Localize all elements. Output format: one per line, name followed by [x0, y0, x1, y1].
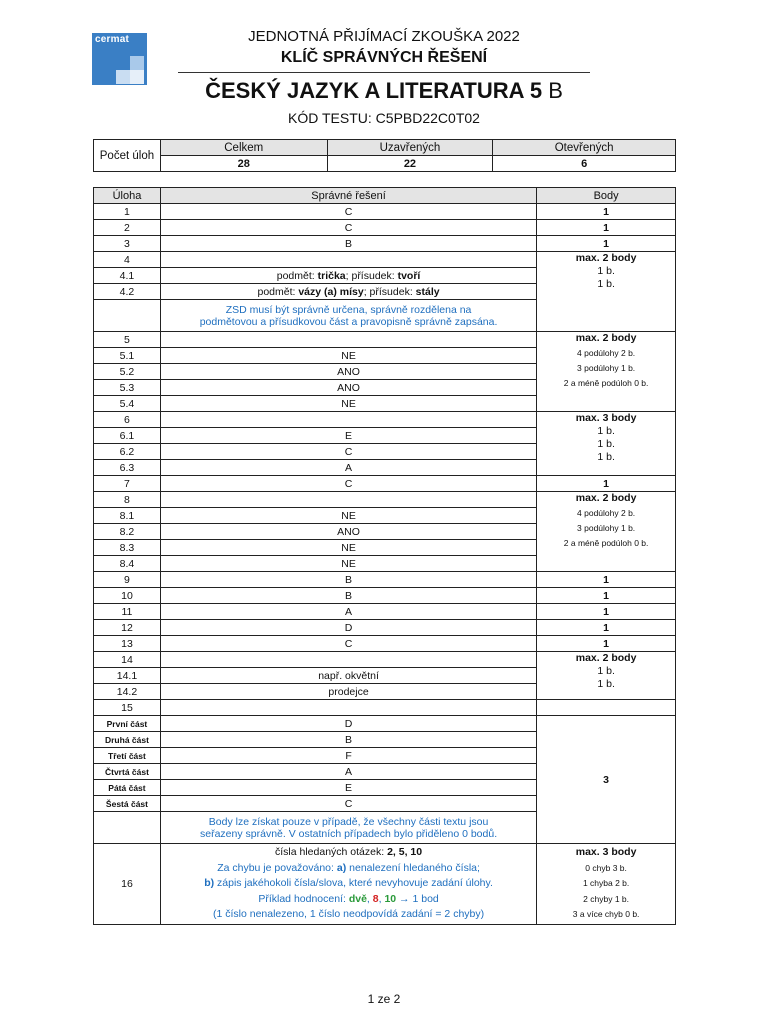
- points-sub: 1 b.: [597, 678, 615, 690]
- table-row: [94, 412, 676, 428]
- answer: A: [160, 764, 536, 780]
- answer: [160, 652, 536, 668]
- col-closed: Uzavřených: [327, 140, 493, 156]
- task-number: 7: [94, 476, 161, 492]
- points-sub: 1 b.: [597, 278, 615, 290]
- answer-key-table: [93, 187, 676, 925]
- points: 1: [537, 204, 676, 220]
- points-rule: 2 a méně podúloh 0 b.: [563, 378, 649, 388]
- answer: D: [160, 620, 536, 636]
- table-row: [94, 572, 676, 588]
- scoring-note: Body lze získat pouze v případě, že všechny části textu jsou seřazeny správně. V ostatních případech bylo přiděleno 0 bodů.: [160, 812, 536, 844]
- answer: čísla hledaných otázek: 2, 5, 10 Za chybu je považováno: a) nenalezení hledaného čísla; b) zápis jakéhokoli čísla/slova, které nevyhovuje zadání úlohy. Příklad hodnocení: dvě, 8, 10 → 1 bod (1 číslo nenalezeno, 1 číslo neodpovídá zadání = 2 chyby): [160, 844, 536, 925]
- answer: [160, 700, 536, 716]
- table-row: [94, 332, 676, 348]
- task-number: 6.3: [94, 460, 161, 476]
- answer: podmět: vázy (a) mísy; přísudek: stály: [160, 284, 536, 300]
- task-number: 6.2: [94, 444, 161, 460]
- answer: [160, 332, 536, 348]
- task-count-table: [93, 139, 676, 172]
- points-rule: 3 podúlohy 1 b.: [577, 523, 636, 533]
- answer: např. okvětní: [160, 668, 536, 684]
- task-number: 5.1: [94, 348, 161, 364]
- points-block: [537, 412, 676, 476]
- answer: C: [160, 636, 536, 652]
- table-row: [94, 652, 676, 668]
- answer: NE: [160, 540, 536, 556]
- points: 1: [537, 572, 676, 588]
- points-max: max. 2 body: [575, 492, 637, 504]
- task-number: 14.2: [94, 684, 161, 700]
- points-rule: 3 podúlohy 1 b.: [577, 363, 636, 373]
- task-number: 5.2: [94, 364, 161, 380]
- answer: B: [160, 236, 536, 252]
- points: 1: [537, 236, 676, 252]
- points: 1: [537, 604, 676, 620]
- exam-name: JEDNOTNÁ PŘIJÍMACÍ ZKOUŠKA 2022: [248, 28, 520, 45]
- col-total: Celkem: [160, 140, 327, 156]
- logo-text: cermat: [95, 34, 129, 45]
- answer-key-title: KLÍČ SPRÁVNÝCH ŘEŠENÍ: [280, 49, 488, 66]
- task-number: 8: [94, 492, 161, 508]
- answer: C: [160, 204, 536, 220]
- points-max: max. 2 body: [575, 652, 637, 664]
- task-number: 5: [94, 332, 161, 348]
- task-number: 2: [94, 220, 161, 236]
- answer: podmět: trička; přísudek: tvoří: [160, 268, 536, 284]
- task-number: [94, 812, 161, 844]
- table-row: [94, 220, 676, 236]
- answer: ANO: [160, 364, 536, 380]
- answer: A: [160, 604, 536, 620]
- header-task: Úloha: [94, 188, 161, 204]
- task-number: 8.2: [94, 524, 161, 540]
- task-number: 3: [94, 236, 161, 252]
- scoring-note: ZSD musí být správně určena, správně rozdělena na podmětovou a přísudkovou část a pravopisně správně zapsána.: [160, 300, 536, 332]
- points-sub: 1 b.: [597, 425, 615, 437]
- points-rule: 4 podúlohy 2 b.: [577, 348, 636, 358]
- task-count-label: Počet úloh: [94, 140, 161, 172]
- task-number: 11: [94, 604, 161, 620]
- variant-letter: B: [548, 78, 563, 103]
- answer: [160, 492, 536, 508]
- task-part: Pátá část: [94, 780, 161, 796]
- points-max: max. 2 body: [575, 252, 637, 264]
- answer: ANO: [160, 380, 536, 396]
- answer: F: [160, 748, 536, 764]
- page-number: 1 ze 2: [367, 992, 401, 1006]
- answer: prodejce: [160, 684, 536, 700]
- task-number: 15: [94, 700, 161, 716]
- answer: E: [160, 780, 536, 796]
- task-number: 12: [94, 620, 161, 636]
- table-row: [94, 716, 676, 732]
- points-sub: 1 b.: [597, 438, 615, 450]
- header-answer: Správné řešení: [160, 188, 536, 204]
- header-points: Body: [537, 188, 676, 204]
- answer: NE: [160, 508, 536, 524]
- task-number: 5.4: [94, 396, 161, 412]
- answer: ANO: [160, 524, 536, 540]
- points-max: max. 2 body: [575, 332, 637, 344]
- points: 1: [537, 636, 676, 652]
- answer: [160, 252, 536, 268]
- open-value: 6: [493, 156, 676, 172]
- table-row: [94, 844, 676, 925]
- table-row: [94, 636, 676, 652]
- answer: D: [160, 716, 536, 732]
- task-number: 8.1: [94, 508, 161, 524]
- points-block: [537, 492, 676, 572]
- task-number: 1: [94, 204, 161, 220]
- table-row: [94, 588, 676, 604]
- points: 1: [537, 476, 676, 492]
- subject-title: ČESKÝ JAZYK A LITERATURA 5 B: [205, 78, 563, 103]
- points-block: [537, 332, 676, 412]
- answer: B: [160, 588, 536, 604]
- points: 1: [537, 220, 676, 236]
- answer: B: [160, 732, 536, 748]
- table-row: [94, 604, 676, 620]
- task-number: 8.4: [94, 556, 161, 572]
- task-number: 6: [94, 412, 161, 428]
- task-number: 6.1: [94, 428, 161, 444]
- task-number: [94, 300, 161, 332]
- task-number: 4.2: [94, 284, 161, 300]
- points-block: [537, 252, 676, 332]
- answer: C: [160, 476, 536, 492]
- task-number: 16: [94, 844, 161, 925]
- total-value: 28: [160, 156, 327, 172]
- task-number: 9: [94, 572, 161, 588]
- table-row: [94, 700, 676, 716]
- answer: E: [160, 428, 536, 444]
- test-code: KÓD TESTU: C5PBD22C0T02: [288, 110, 480, 126]
- table-row: [94, 476, 676, 492]
- points: 1: [537, 588, 676, 604]
- points: [537, 700, 676, 716]
- table-row: [94, 620, 676, 636]
- task-number: 14: [94, 652, 161, 668]
- answer: C: [160, 444, 536, 460]
- task-number: 8.3: [94, 540, 161, 556]
- points-sub: 1 b.: [597, 665, 615, 677]
- answer: NE: [160, 556, 536, 572]
- task-number: 13: [94, 636, 161, 652]
- task-part: Čtvrtá část: [94, 764, 161, 780]
- task-part: Druhá část: [94, 732, 161, 748]
- answer: A: [160, 460, 536, 476]
- task-part: První část: [94, 716, 161, 732]
- points-block: max. 3 body 0 chyb 3 b. 1 chyba 2 b. 2 chyby 1 b. 3 a více chyb 0 b.: [537, 844, 676, 925]
- answer: B: [160, 572, 536, 588]
- points: 3: [537, 716, 676, 844]
- answer: NE: [160, 348, 536, 364]
- points-rule: 2 a méně podúloh 0 b.: [563, 538, 649, 548]
- table-row: [94, 252, 676, 268]
- points-max: max. 3 body: [575, 412, 637, 424]
- task-number: 4.1: [94, 268, 161, 284]
- table-row: [94, 236, 676, 252]
- points-rule: 4 podúlohy 2 b.: [577, 508, 636, 518]
- table-row: [94, 492, 676, 508]
- points: 1: [537, 620, 676, 636]
- task-number: 4: [94, 252, 161, 268]
- task-number: 14.1: [94, 668, 161, 684]
- header-divider: [178, 72, 590, 73]
- task-number: 10: [94, 588, 161, 604]
- answer: [160, 412, 536, 428]
- answer: C: [160, 796, 536, 812]
- points-block: [537, 652, 676, 700]
- col-open: Otevřených: [493, 140, 676, 156]
- task-part: Třetí část: [94, 748, 161, 764]
- answer: NE: [160, 396, 536, 412]
- closed-value: 22: [327, 156, 493, 172]
- answer: C: [160, 220, 536, 236]
- table-row: [94, 204, 676, 220]
- points-sub: 1 b.: [597, 265, 615, 277]
- task-part: Šestá část: [94, 796, 161, 812]
- task-number: 5.3: [94, 380, 161, 396]
- points-sub: 1 b.: [597, 451, 615, 463]
